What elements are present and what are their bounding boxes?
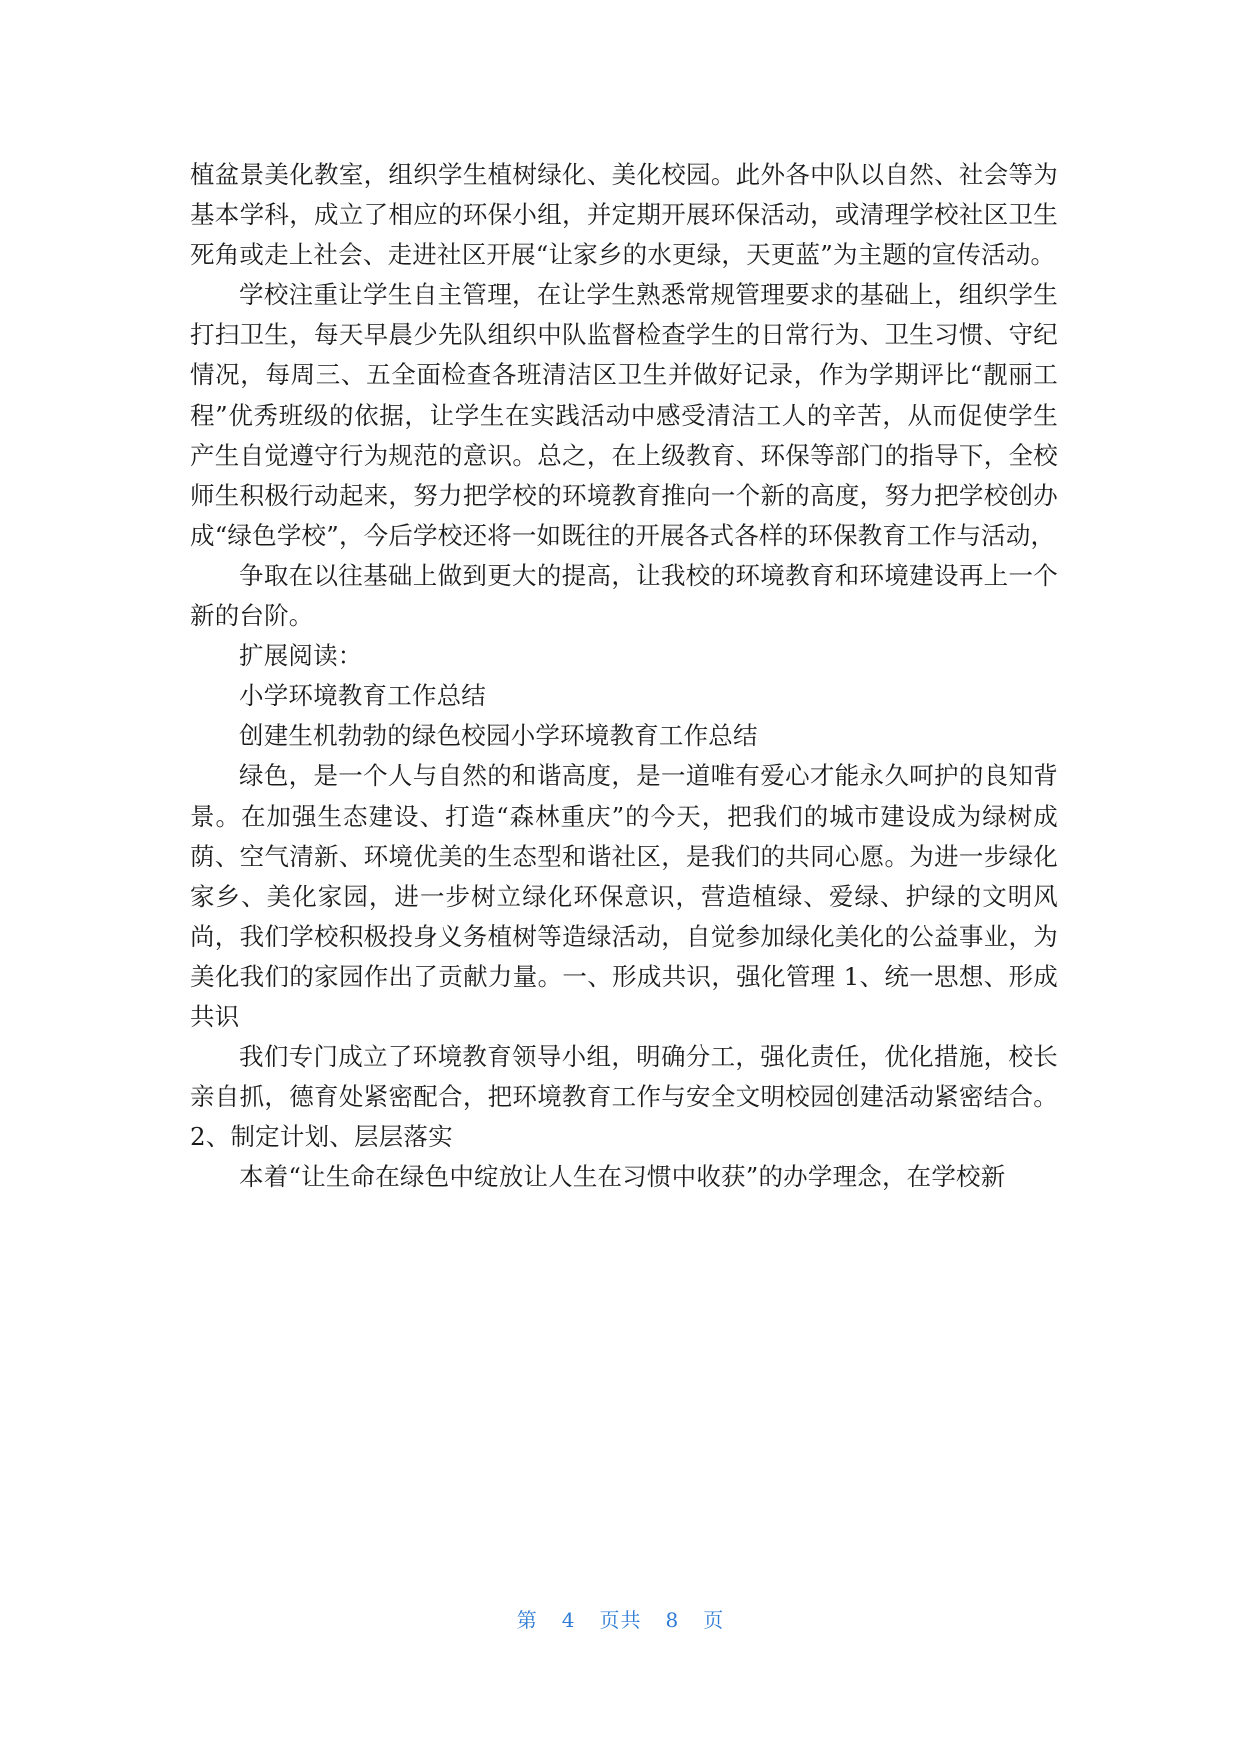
paragraph: 学校注重让学生自主管理，在让学生熟悉常规管理要求的基础上，组织学生打扫卫生，每天早晨少先队组织中队监督检查学生的日常行为、卫生习惯、守纪情况，每周三、五全面检查各班清洁区卫生并做好记录，作为学期评比“靓丽工程”优秀班级的依据，让学生在实践活动中感受清洁工人的辛苦，从而促使学生产生自觉遵守行为规范的意识。总之，在上级教育、环保等部门的指导下，全校师生积极行动起来，努力把学校的环境教育推向一个新的高度，努力把学校创办成“绿色学校”，今后学校还将一如既往的开展各式各样的环保教育工作与活动， <box>190 280 1058 550</box>
paragraph-extended-reading-label: 扩展阅读： <box>239 641 363 671</box>
paragraph: 我们专门成立了环境教育领导小组，明确分工，强化责任，优化措施，校长亲自抓，德育处紧密配合，把环境教育工作与安全文明校园创建活动紧密结合。2、制定计划、层层落实 <box>190 1042 1058 1152</box>
paragraph: 争取在以往基础上做到更大的提高，让我校的环境教育和环境建设再上一个新的台阶。 <box>190 560 1058 631</box>
paragraph: 绿色，是一个人与自然的和谐高度，是一道唯有爱心才能永久呵护的良知背景。在加强生态建设、打造“森林重庆”的今天，把我们的城市建设成为绿树成荫、空气清新、环境优美的生态型和谐社区，是我们的共同心愿。为进一步绿化家乡、美化家园，进一步树立绿化环保意识，营造植绿、爱绿、护绿的文明风尚，我们学校积极投身义务植树等造绿活动，自觉参加绿化美化的公益事业，为美化我们的家园作出了贡献力量。一、形成共识，强化管理 1、统一思想、形成共识 <box>190 761 1058 1031</box>
paragraph: 本着“让生命在绿色中绽放让人生在习惯中收获”的办学理念，在学校新 <box>239 1162 1006 1192</box>
page-number-footer <box>0 1604 1241 1633</box>
footer-label-page: 第 <box>516 1608 538 1632</box>
footer-total-pages: 8 <box>665 1608 680 1632</box>
footer-label-page-end: 页 <box>703 1608 725 1632</box>
paragraph-subtitle: 创建生机勃勃的绿色校园小学环境教育工作总结 <box>239 721 758 751</box>
footer-label-of: 页共 <box>599 1608 642 1632</box>
document-body <box>190 155 1058 1197</box>
footer-current-page: 4 <box>561 1608 576 1632</box>
paragraph: 植盆景美化教室，组织学生植树绿化、美化校园。此外各中队以自然、社会等为基本学科，成立了相应的环保小组，并定期开展环保活动，或清理学校社区卫生死角或走上社会、走进社区开展“让家乡的水更绿，天更蓝”为主题的宣传活动。 <box>190 160 1058 270</box>
paragraph-subtitle: 小学环境教育工作总结 <box>239 681 486 711</box>
